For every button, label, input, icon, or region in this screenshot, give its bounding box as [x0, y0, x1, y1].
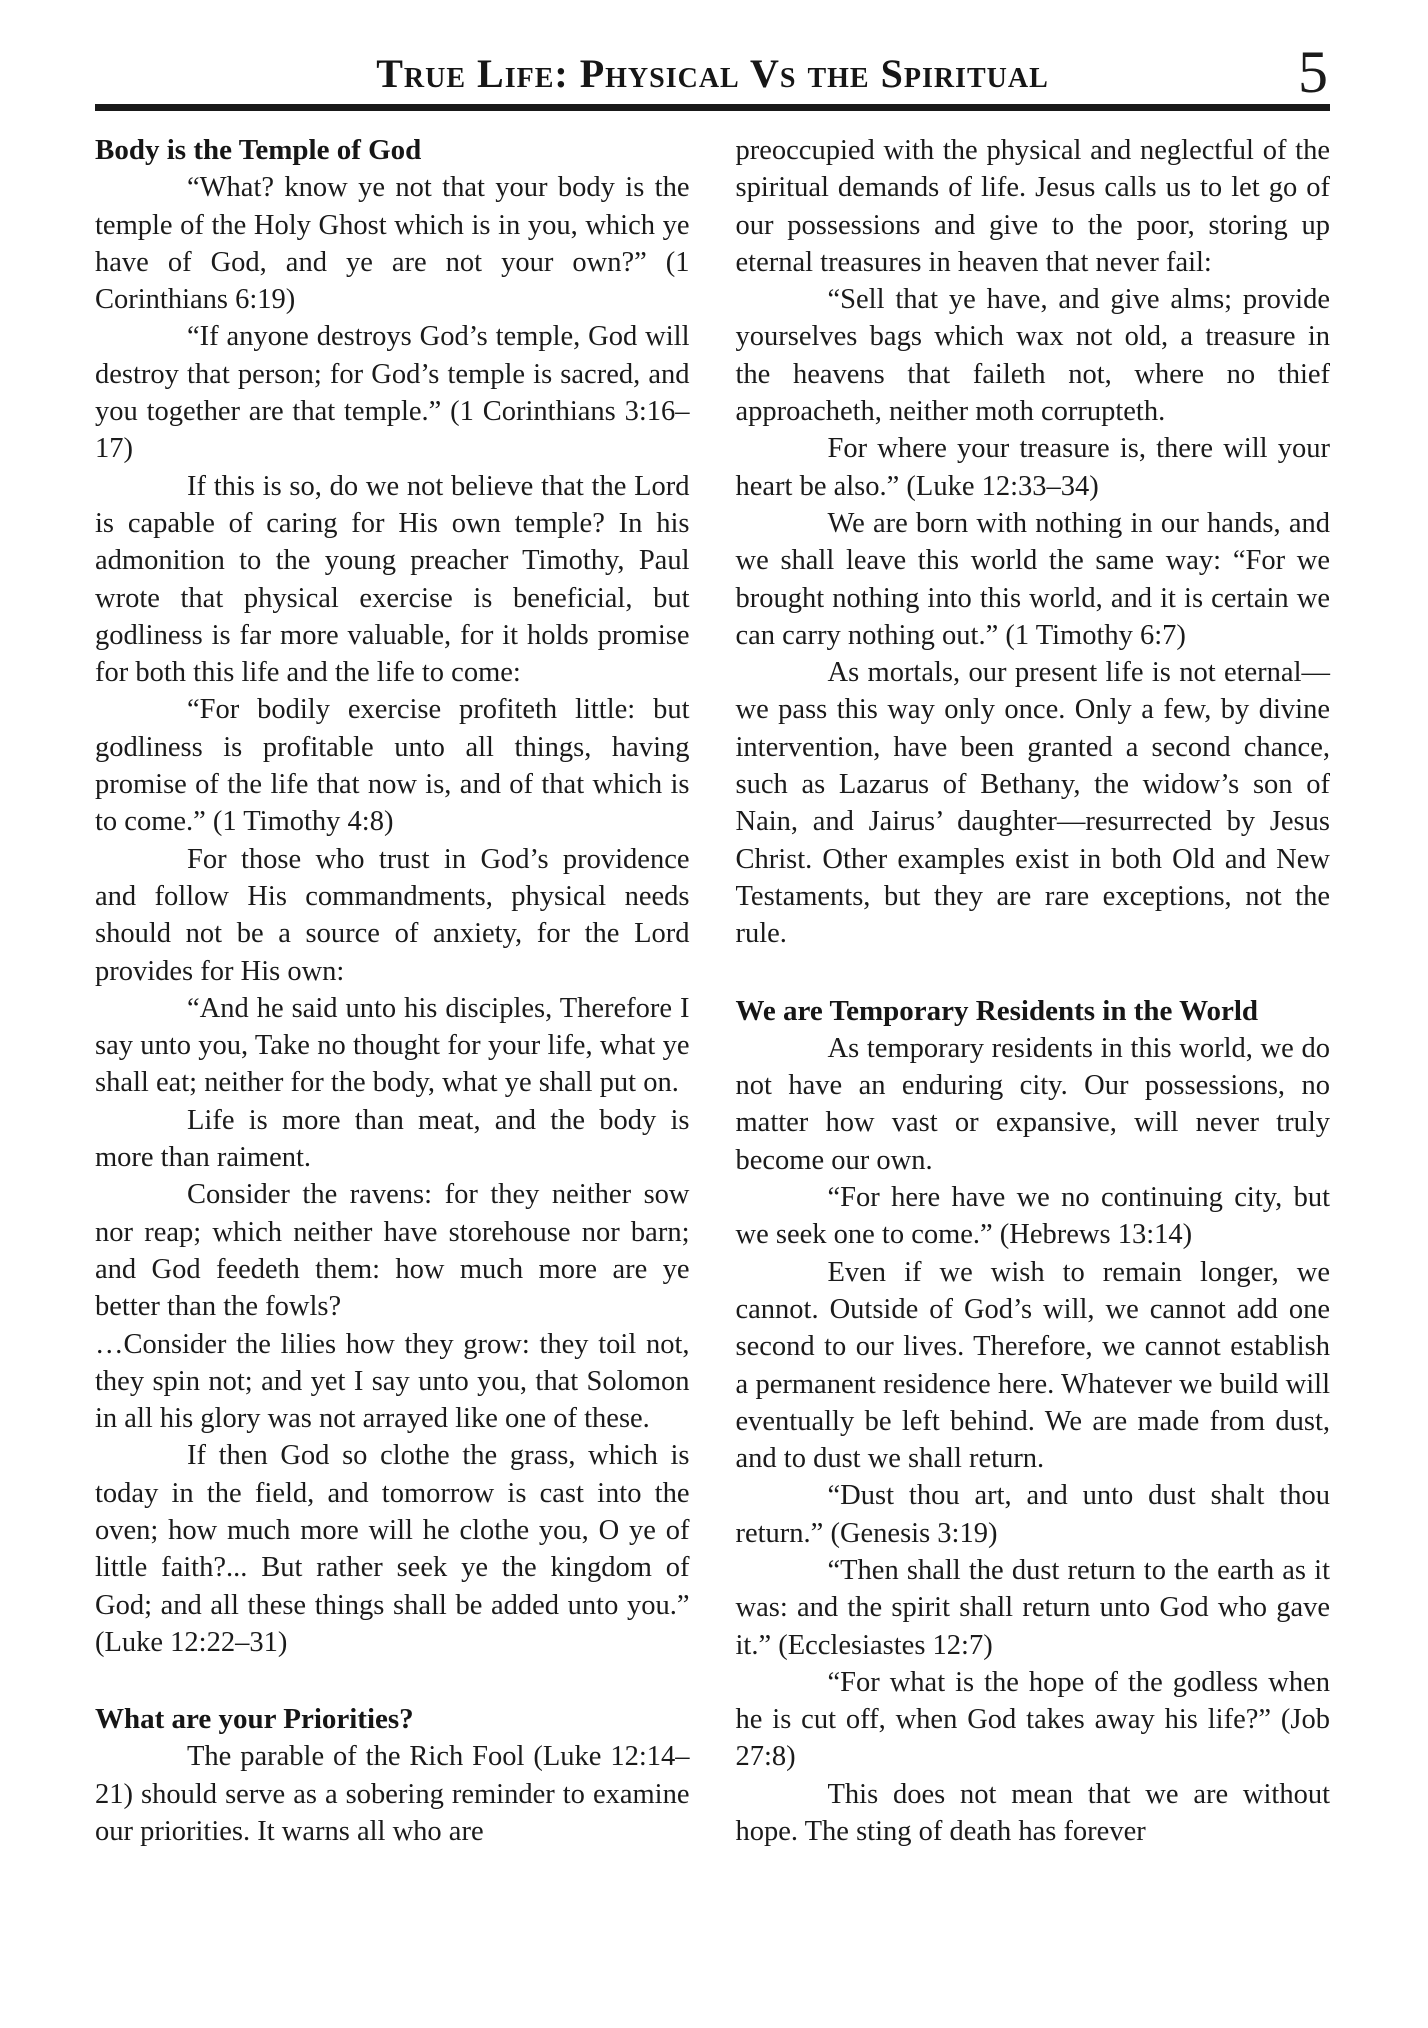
paragraph: “If anyone destroys God’s temple, God will destroy that person; for God’s temple is sacred, and you together are that temple.” (1 Corinthians 3:16–17) — [95, 321, 690, 465]
paragraph: We are born with nothing in our hands, and we shall leave this world the same way: “For we brought nothing into this world, and it is certain we can carry nothing out.” (1 Timothy 6:7) — [735, 507, 1330, 651]
two-column-body — [95, 132, 1330, 1850]
section-heading: What are your Priorities? — [95, 1703, 414, 1736]
page-number: 5 — [1298, 39, 1328, 105]
page-title: True Life: Physical Vs the Spiritual — [376, 51, 1049, 96]
paragraph: If then God so clothe the grass, which is today in the field, and tomorrow is cast into the oven; how much more will he clothe you, O ye of little faith?... But rather seek ye the kingdom of God; and all these things shall be added unto you.” (Luke 12:22–31) — [95, 1440, 690, 1658]
paragraph: Life is more than meat, and the body is more than raiment. — [95, 1104, 690, 1174]
paragraph: For those who trust in God’s providence and follow His commandments, physical needs should not be a source of anxiety, for the Lord provides for His own: — [95, 843, 690, 987]
paragraph: Even if we wish to remain longer, we cannot. Outside of God’s will, we cannot add one second to our lives. Therefore, we cannot establish a permanent residence here. Whatever we build will eventually be left behind. We are made from dust, and to dust we shall return. — [735, 1256, 1330, 1475]
section-heading: Body is the Temple of God — [95, 134, 422, 166]
paragraph: As temporary residents in this world, we do not have an enduring city. Our possessions, no matter how vast or expansive, will never truly become our own. — [735, 1032, 1330, 1176]
paragraph: “Dust thou art, and unto dust shalt thou return.” (Genesis 3:19) — [735, 1480, 1330, 1549]
paragraph: “And he said unto his disciples, Therefore I say unto you, Take no thought for your life, what ye shall eat; neither for the body, what ye shall put on. — [95, 992, 690, 1099]
paragraph: The parable of the Rich Fool (Luke 12:14–21) should serve as a sobering reminder to examine our priorities. It warns all who are — [95, 1741, 690, 1848]
paragraph: “For here have we no continuing city, but we seek one to come.” (Hebrews 13:14) — [735, 1182, 1330, 1251]
paragraph: This does not mean that we are without hope. The sting of death has forever — [735, 1778, 1330, 1848]
paragraph: As mortals, our present life is not eternal—we pass this way only once. Only a few, by divine intervention, have been granted a second chance, such as Lazarus of Bethany, the widow’s son of Nain, and Jairus’ daughter—resurrected by Jesus Christ. Other examples exist in both Old and New Testaments, but they are rare exceptions, not the rule. — [735, 657, 1330, 950]
paragraph: …Consider the lilies how they grow: they toil not, they spin not; and yet I say unto you, that Solomon in all his glory was not arrayed like one of these. — [95, 1328, 690, 1435]
paragraph: If this is so, do we not believe that the Lord is capable of caring for His own temple? In his admonition to the young preacher Timothy, Paul wrote that physical exercise is beneficial, but godliness is far more valuable, for it holds promise for both this life and the life to come: — [95, 470, 690, 689]
left-column — [95, 132, 690, 1850]
section-heading: We are Temporary Residents in the World — [735, 994, 1259, 1027]
paragraph: preoccupied with the physical and neglectful of the spiritual demands of life. Jesus calls us to let go of our possessions and give to the poor, storing up eternal treasures in heaven that never fail: — [735, 135, 1330, 278]
paragraph: “Then shall the dust return to the earth as it was: and the spirit shall return unto God who gave it.” (Ecclesiastes 12:7) — [735, 1554, 1330, 1661]
paragraph: Consider the ravens: for they neither sow nor reap; which neither have storehouse nor barn; and God feedeth them: how much more are ye better than the fowls? — [95, 1179, 690, 1323]
paragraph: “Sell that ye have, and give alms; provide yourselves bags which wax not old, a treasure in the heavens that faileth not, where no thief approacheth, neither moth corrupteth. — [735, 284, 1330, 428]
right-column — [736, 132, 1331, 1850]
page-header — [95, 0, 1330, 111]
paragraph: “What? know ye not that your body is the temple of the Holy Ghost which is in you, which ye have of God, and ye are not your own?” (1 Corinthians 6:19) — [95, 172, 690, 316]
paragraph: “For what is the hope of the godless when he is cut off, when God takes away his life?” (Job 27:8) — [735, 1666, 1330, 1773]
paragraph: For where your treasure is, there will your heart be also.” (Luke 12:33–34) — [735, 433, 1330, 502]
paragraph: “For bodily exercise profiteth little: but godliness is profitable unto all things, having promise of the life that now is, and of that which is to come.” (1 Timothy 4:8) — [95, 694, 690, 838]
